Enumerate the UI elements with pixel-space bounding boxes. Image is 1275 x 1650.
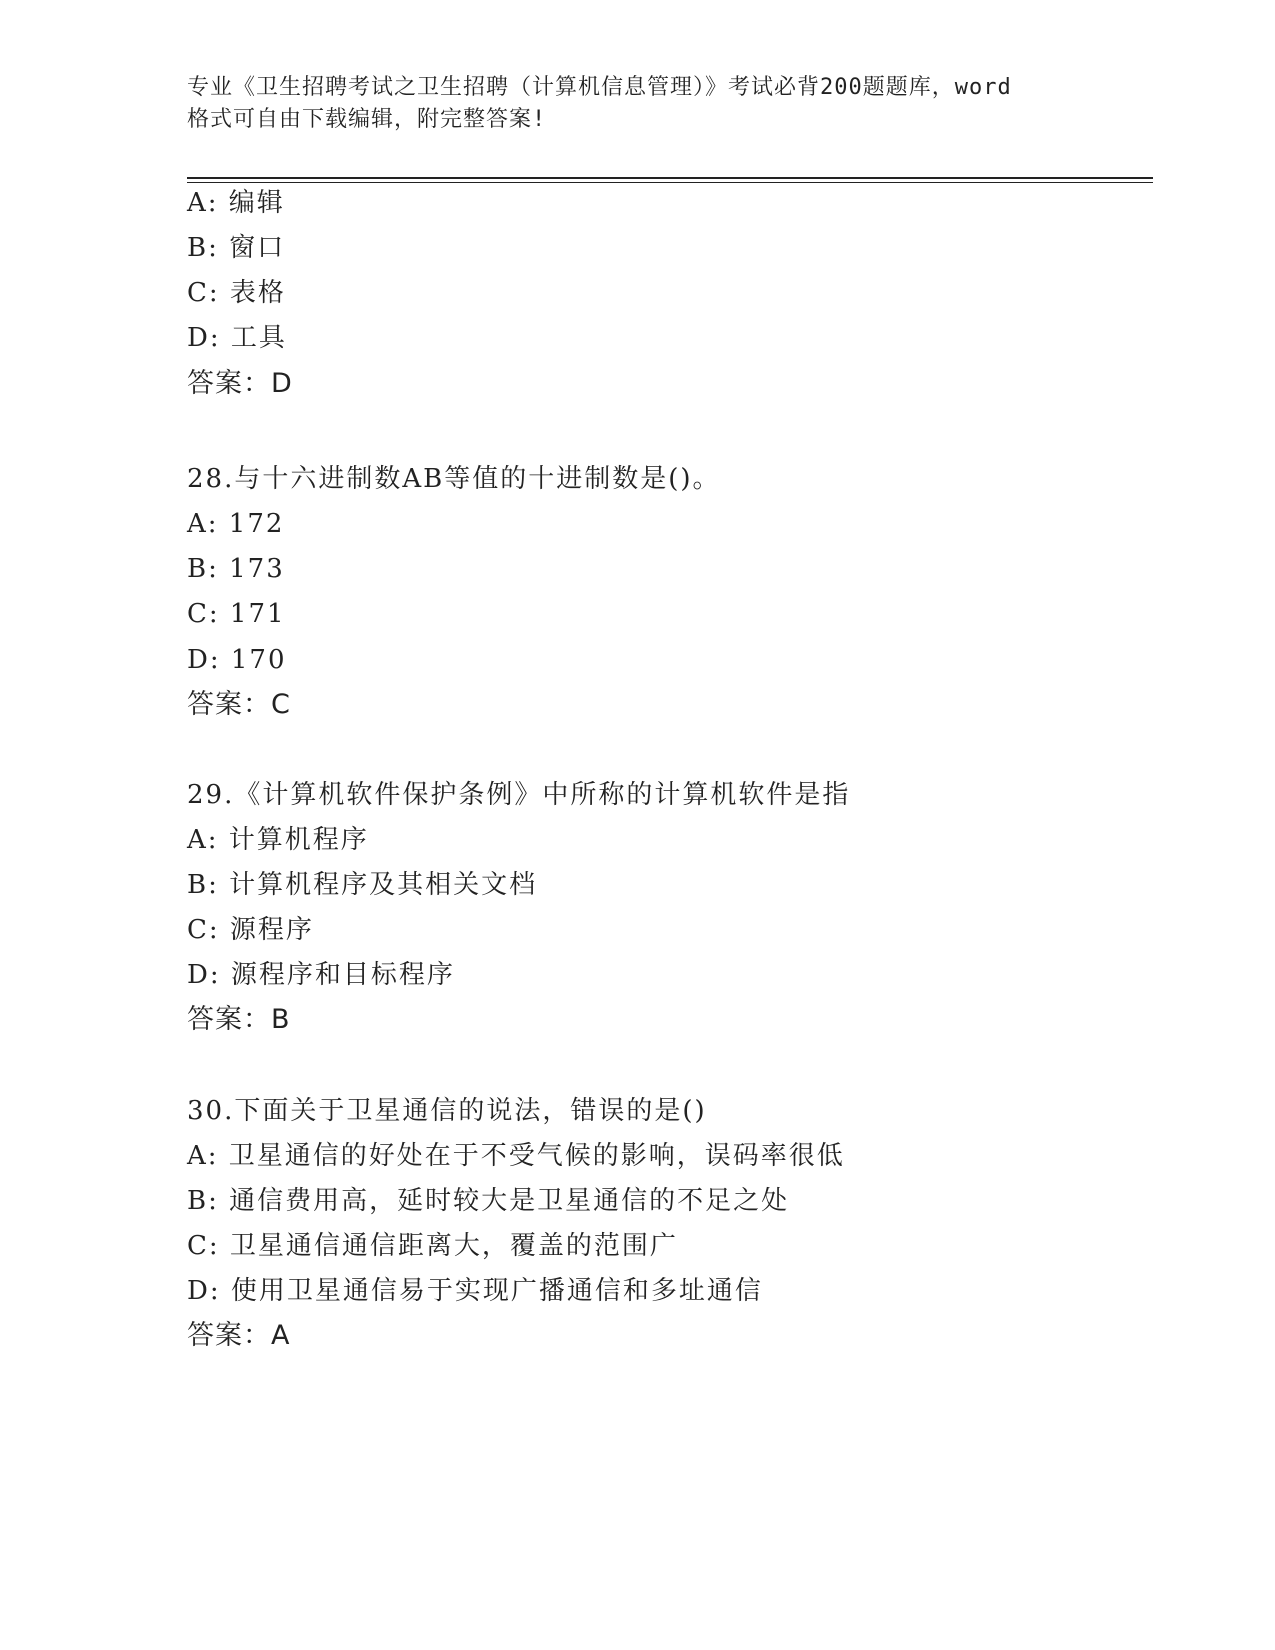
q28-option-a: A: 172 — [187, 509, 285, 539]
q29-option-a: A: 计算机程序 — [187, 825, 369, 855]
q30-option-c: C: 卫星通信通信距离大，覆盖的范围广 — [187, 1231, 678, 1261]
q28-option-c: C: 171 — [187, 599, 286, 629]
q28-option-b: B: 173 — [187, 554, 285, 584]
q29-answer: 答案：B — [187, 1004, 291, 1035]
q27-answer: 答案：D — [187, 368, 293, 399]
q30-question: 30.下面关于卫星通信的说法，错误的是() — [187, 1096, 707, 1126]
q29-option-c: C: 源程序 — [187, 915, 314, 945]
header-divider-thin — [187, 182, 1153, 183]
q30-answer: 答案：A — [187, 1320, 291, 1351]
q27-option-d: D: 工具 — [187, 323, 287, 353]
q29-option-d: D: 源程序和目标程序 — [187, 960, 455, 990]
q27-option-c: C: 表格 — [187, 278, 286, 308]
q28-option-d: D: 170 — [187, 645, 287, 675]
header-line-2: 格式可自由下载编辑，附完整答案! — [187, 107, 547, 132]
header-line-1: 专业《卫生招聘考试之卫生招聘（计算机信息管理）》考试必背200题题库，word — [187, 75, 1012, 100]
q28-question: 28.与十六进制数AB等值的十进制数是()。 — [187, 464, 721, 494]
q29-option-b: B: 计算机程序及其相关文档 — [187, 870, 538, 900]
q30-option-d: D: 使用卫星通信易于实现广播通信和多址通信 — [187, 1276, 763, 1306]
q29-question: 29.《计算机软件保护条例》中所称的计算机软件是指 — [187, 780, 851, 810]
header-divider-thick — [187, 177, 1153, 179]
q30-option-a: A: 卫星通信的好处在于不受气候的影响，误码率很低 — [187, 1141, 845, 1171]
q30-option-b: B: 通信费用高，延时较大是卫星通信的不足之处 — [187, 1186, 790, 1216]
q27-option-b: B: 窗口 — [187, 233, 286, 263]
document-header — [187, 72, 1087, 136]
q27-option-a: A: 编辑 — [187, 188, 285, 218]
q28-answer: 答案：C — [187, 689, 291, 720]
